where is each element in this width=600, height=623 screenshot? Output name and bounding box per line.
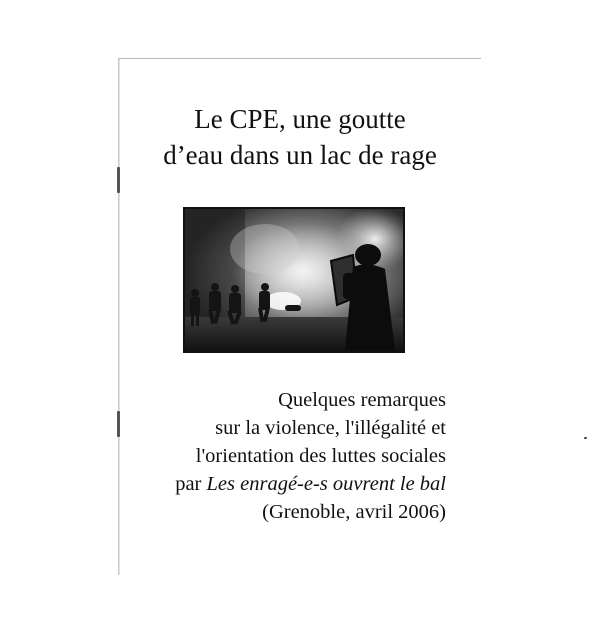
subtitle-line-4 [175,470,446,498]
riot-scene-photo [183,207,405,353]
subtitle-line-3: l'orientation des luttes sociales [195,445,446,467]
author-prefix: par [175,473,207,495]
scan-speck [584,437,587,439]
subtitle-line-1: Quelques remarques [278,389,446,411]
cover-title [119,101,481,173]
title-line-2: d’eau dans un lac de rage [163,140,437,170]
staple-bottom [117,411,120,437]
title-line-1: Le CPE, une goutte [194,104,406,134]
cover-subtitle [175,386,446,526]
subtitle-line-2: sur la violence, l'illégalité et [215,417,446,439]
subtitle-line-5: (Grenoble, avril 2006) [262,501,446,523]
author-name: Les enragé-e-s ouvrent le bal [206,473,446,495]
booklet-cover [118,58,481,575]
